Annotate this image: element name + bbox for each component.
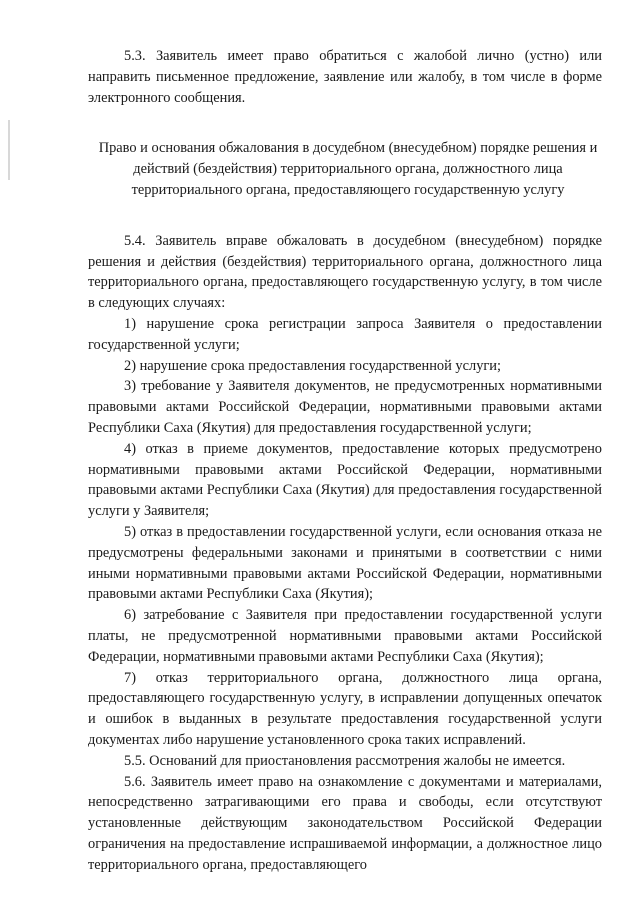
scan-edge-mark: [8, 120, 10, 180]
list-item-5: 5) отказ в предоставлении государственной услуги, если основания отказа не предусмотрены федеральными законами и принятыми в соответствии с ними иными нормативными правовыми актами Российской Федерации, нормативными правовыми актами Республики Саха (Якутия);: [88, 523, 602, 603]
list-item-1: 1) нарушение срока регистрации запроса Заявителя о предоставлении государственной услуги;: [88, 315, 602, 353]
list-item-4: 4) отказ в приеме документов, предоставление которых предусмотрено нормативными правовыми актами Российской Федерации, нормативными правовыми актами Республики Саха (Якутия) для предоставления государственной услуги у Заявителя;: [88, 440, 602, 520]
list-item-2: 2) нарушение срока предоставления государственной услуги;: [124, 357, 501, 374]
list-item-3: 3) требование у Заявителя документов, не предусмотренных нормативными правовыми актами Российской Федерации, нормативными правовыми актами Республики Саха (Якутия) для предоставления государственной услуги;: [88, 378, 602, 436]
paragraph-5-6: 5.6. Заявитель имеет право на ознакомление с документами и материалами, непосредственно затрагивающими его права и свободы, если отсутствуют установленные действующим законодательством Российской Федерации ограничения на предоставление испрашиваемой информации, а должностное лицо территориального органа, предоставляющего: [88, 773, 602, 873]
paragraph-5-4: 5.4. Заявитель вправе обжаловать в досудебном (внесудебном) порядке решения и действия (бездействия) территориального органа, должностного лица территориального органа, предоставляющего государственную услугу, в том числе в следующих случаях:: [88, 232, 602, 312]
paragraph-5-5: 5.5. Оснований для приостановления рассмотрения жалобы не имеется.: [124, 752, 566, 769]
paragraph-5-3: 5.3. Заявитель имеет право обратиться с жалобой лично (устно) или направить письменное предложение, заявление или жалобу, в том числе в форме электронного сообщения.: [88, 48, 602, 106]
list-item-7: 7) отказ территориального органа, должностного лица органа, предоставляющего государственную услугу, в исправлении допущенных опечаток и ошибок в выданных в результате предоставления государственной услуги документах либо нарушение установленного срока таких исправлений.: [88, 669, 602, 748]
list-item-6: 6) затребование с Заявителя при предоставлении государственной услуги платы, не предусмотренной нормативными правовыми актами Российской Федерации, нормативными правовыми актами Республики Саха (Якутия);: [88, 607, 602, 665]
section-heading: Право и основания обжалования в досудебном (внесудебном) порядке решения и действий (бездействия) территориального органа, должностного лица территориального органа, предоставляющего государственную услугу: [98, 140, 598, 198]
